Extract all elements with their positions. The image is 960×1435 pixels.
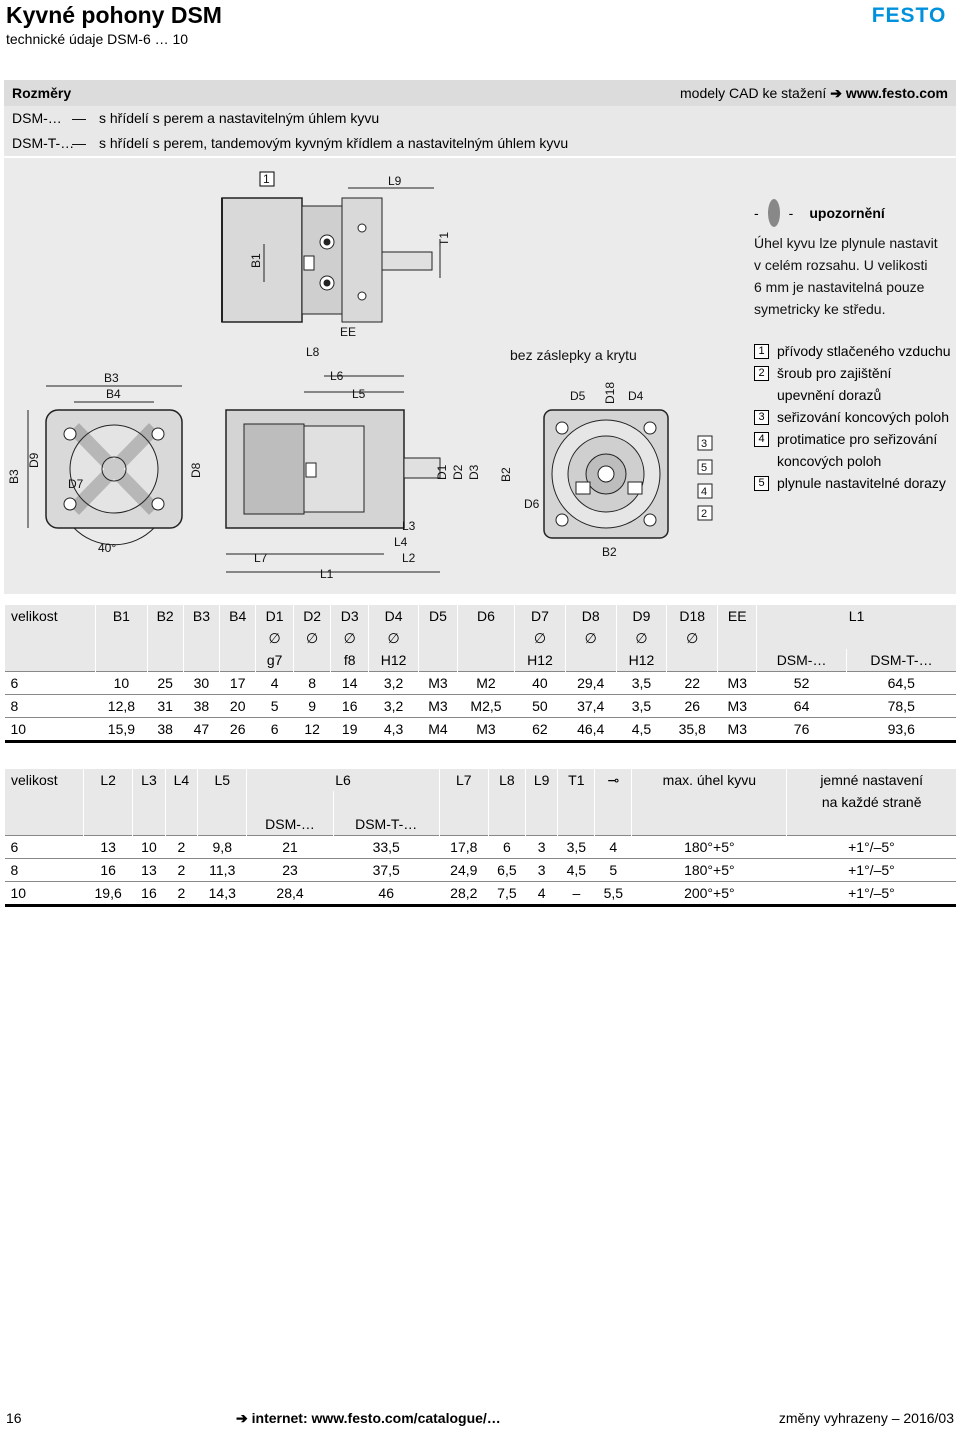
variant-text: s hřídelí s perem, tandemovým kyvným křídlem a nastavitelným úhlem kyvu: [99, 135, 569, 151]
table-cell: 4,5: [558, 859, 595, 882]
table-cell: 14: [331, 672, 369, 695]
legend-num: 1: [754, 344, 769, 359]
legend-text: upevnění dorazů: [777, 387, 882, 403]
label-angle: 40°: [98, 541, 117, 555]
note-header: [754, 198, 938, 228]
label-1: 1: [263, 172, 270, 186]
label-D3: D3: [467, 464, 481, 480]
cap-caption: bez záslepky a krytu: [510, 347, 637, 363]
table-cell: M3: [718, 695, 757, 718]
table-cell: 13: [84, 836, 133, 859]
table-header: jemné nastavení: [787, 769, 956, 791]
table-header: D8: [565, 605, 616, 627]
label-B2-side: B2: [499, 467, 513, 482]
table-tol: [147, 649, 183, 672]
table-symbol: [96, 627, 147, 649]
table-cell: 5,5: [595, 882, 632, 906]
table-cell: 14,3: [198, 882, 247, 906]
table-header: na každé straně: [787, 791, 956, 813]
table-cell: 20: [220, 695, 256, 718]
callout-2: 2: [701, 508, 708, 520]
page-number: 16: [6, 1410, 22, 1426]
dimensions-table-2: [4, 769, 956, 907]
label-D8: D8: [189, 462, 203, 478]
table-cell: 3,2: [368, 672, 418, 695]
table-header: EE: [718, 605, 757, 627]
note-text: [754, 232, 938, 320]
label-B3-top: B3: [104, 371, 119, 385]
table-header: L2: [84, 769, 133, 791]
label-D9: D9: [27, 452, 41, 468]
table-row: [5, 672, 957, 695]
table-header: D2: [293, 605, 331, 627]
table-cell: 2: [165, 859, 197, 882]
table-header: L3: [133, 769, 165, 791]
table-header: velikost: [5, 605, 96, 627]
dash-icon: -: [788, 205, 794, 221]
table-header-row-2: [5, 791, 957, 813]
table-cell: M3: [419, 672, 457, 695]
diameter-icon: ∅: [256, 627, 294, 649]
table-tol: [220, 649, 256, 672]
legend-text: plynule nastavitelné dorazy: [777, 475, 946, 491]
table-cell: 3: [525, 836, 557, 859]
table-symbol: [419, 627, 457, 649]
table-cell: 4: [525, 882, 557, 906]
table-cell: 10: [96, 672, 147, 695]
callout-5: 5: [701, 462, 708, 474]
table-cell: 78,5: [846, 695, 956, 718]
front-view-drawing: [28, 386, 182, 545]
table-cell: 17: [220, 672, 256, 695]
table-cell: 47: [183, 718, 219, 742]
label-T1: T1: [437, 231, 451, 246]
table-cell: 62: [515, 718, 565, 742]
note-box: [754, 198, 938, 320]
variant-code: DSM-…: [12, 110, 62, 126]
note-line: 6 mm je nastavitelná pouze: [754, 279, 925, 295]
table-header: D9: [616, 605, 666, 627]
table-cell: 76: [757, 718, 847, 742]
arrow-right-icon: ➔: [236, 1410, 248, 1426]
label-L8: L8: [306, 345, 320, 359]
cad-link[interactable]: www.festo.com: [845, 85, 948, 101]
table-tol: DSM-…: [757, 649, 847, 672]
table-cell: 46: [333, 882, 439, 906]
legend-num: 5: [754, 476, 769, 491]
table-tol: [565, 649, 616, 672]
table-cell: M3: [419, 695, 457, 718]
table-cell: M3: [718, 718, 757, 742]
diameter-icon: ∅: [565, 627, 616, 649]
table-cell: +1°/–5°: [787, 859, 956, 882]
table-cell: 19: [331, 718, 369, 742]
table-cell: 25: [147, 672, 183, 695]
label-L6: L6: [330, 369, 344, 383]
label-D4: D4: [628, 389, 644, 403]
dimensions-table-1: [4, 605, 956, 743]
table-tol: H12: [368, 649, 418, 672]
table-cell: +1°/–5°: [787, 836, 956, 859]
label-D5: D5: [570, 389, 586, 403]
table-header: L8: [488, 769, 525, 791]
table-header: max. úhel kyvu: [632, 769, 787, 791]
footer-internet: [236, 1410, 501, 1427]
info-icon: [767, 198, 781, 228]
open-view-drawing: [544, 410, 712, 538]
table-cell: 3,5: [616, 672, 666, 695]
wrench-icon: ⊸: [595, 769, 632, 791]
table-symbol: [147, 627, 183, 649]
note-line: v celém rozsahu. U velikosti: [754, 257, 928, 273]
table-symbol: [457, 627, 515, 649]
table-header: B4: [220, 605, 256, 627]
table-cell: 37,4: [565, 695, 616, 718]
legend-item: [754, 362, 954, 406]
table-cell: 38: [183, 695, 219, 718]
table-header: L5: [198, 769, 247, 791]
table-cell: –: [558, 882, 595, 906]
table-tol: [183, 649, 219, 672]
table-header: L7: [439, 769, 488, 791]
legend-num: 4: [754, 432, 769, 447]
label-B4: B4: [106, 387, 121, 401]
note-line: Úhel kyvu lze plynule nastavit: [754, 235, 938, 251]
table-symbol: [5, 627, 96, 649]
table-tol: [96, 649, 147, 672]
table-cell: 2: [165, 836, 197, 859]
table-cell: 4: [595, 836, 632, 859]
table-cell: 46,4: [565, 718, 616, 742]
table-cell: 30: [183, 672, 219, 695]
section-title: Rozměry: [12, 85, 72, 101]
table-cell: 4,5: [616, 718, 666, 742]
table-cell: 6: [488, 836, 525, 859]
table-tol: g7: [256, 649, 294, 672]
table-tol: f8: [331, 649, 369, 672]
table-cell: M4: [419, 718, 457, 742]
table-cell: 16: [84, 859, 133, 882]
table-cell: 180°+5°: [632, 859, 787, 882]
table-cell: 12: [293, 718, 331, 742]
variant-text: s hřídelí s perem a nastavitelným úhlem kyvu: [99, 110, 380, 126]
table-cell: 23: [247, 859, 333, 882]
label-EE: EE: [340, 325, 357, 339]
table-cell: 37,5: [333, 859, 439, 882]
table-cell: 6: [256, 718, 294, 742]
legend-item: [754, 340, 954, 362]
legend-num: 3: [754, 410, 769, 425]
table-cell: 4: [256, 672, 294, 695]
diameter-icon: ∅: [667, 627, 718, 649]
table-cell: 29,4: [565, 672, 616, 695]
legend-num: 2: [754, 366, 769, 381]
table-cell: 10: [133, 836, 165, 859]
table-cell: 200°+5°: [632, 882, 787, 906]
table-cell: 5: [256, 695, 294, 718]
table-cell: 17,8: [439, 836, 488, 859]
table-cell: 64,5: [846, 672, 956, 695]
technical-drawing-panel: [4, 158, 956, 594]
table-sub-header: DSM-…: [247, 813, 333, 836]
table-cell: 16: [133, 882, 165, 906]
table-header: B3: [183, 605, 219, 627]
table-symbol: [183, 627, 219, 649]
label-L2: L2: [402, 551, 416, 565]
legend-text: přívody stlačeného vzduchu: [777, 343, 951, 359]
table-cell: 21: [247, 836, 333, 859]
table-cell: M3: [457, 718, 515, 742]
table-symbol-row: [5, 627, 957, 649]
table-header: D4: [368, 605, 418, 627]
variant-line-1: [4, 106, 956, 130]
table-cell: +1°/–5°: [787, 882, 956, 906]
arrow-right-icon: ➔: [830, 85, 842, 101]
table-header: D7: [515, 605, 565, 627]
table-cell: 26: [667, 695, 718, 718]
table-cell: 10: [5, 882, 84, 906]
table-cell: 7,5: [488, 882, 525, 906]
table-header: B2: [147, 605, 183, 627]
table-cell: 28,2: [439, 882, 488, 906]
table-cell: 5: [595, 859, 632, 882]
table-row: [5, 859, 957, 882]
table-header: D3: [331, 605, 369, 627]
table-cell: 40: [515, 672, 565, 695]
table-cell: 6: [5, 836, 84, 859]
table-cell: 6,5: [488, 859, 525, 882]
table-cell: 4,3: [368, 718, 418, 742]
variant-line-2: [4, 130, 956, 156]
table-cell: 2: [165, 882, 197, 906]
footer-changes: změny vyhrazeny – 2016/03: [778, 1410, 954, 1426]
label-B1: B1: [249, 253, 263, 268]
table-symbol: [718, 627, 757, 649]
table-cell: 6: [5, 672, 96, 695]
cad-download: [680, 81, 948, 105]
table-cell: 50: [515, 695, 565, 718]
table-header: L9: [525, 769, 557, 791]
table-header: T1: [558, 769, 595, 791]
callout-4: 4: [701, 486, 708, 498]
table-symbol: [757, 627, 956, 649]
table-cell: 13: [133, 859, 165, 882]
table-cell: 9: [293, 695, 331, 718]
diameter-icon: ∅: [293, 627, 331, 649]
table-cell: 3,2: [368, 695, 418, 718]
table-cell: 8: [293, 672, 331, 695]
diameter-icon: ∅: [368, 627, 418, 649]
label-D2: D2: [451, 464, 465, 480]
legend-text: koncových poloh: [777, 453, 882, 469]
table-cell: 10: [5, 718, 96, 742]
table-header: D5: [419, 605, 457, 627]
table-header: L1: [757, 605, 956, 627]
page-title: Kyvné pohony DSM: [6, 2, 222, 28]
dash-icon: —: [72, 110, 86, 126]
legend-text: seřizování koncových poloh: [777, 409, 949, 425]
table-cell: M2,5: [457, 695, 515, 718]
table-cell: 12,8: [96, 695, 147, 718]
table-cell: 64: [757, 695, 847, 718]
label-L5: L5: [352, 387, 366, 401]
logo-text: FESTO: [871, 4, 947, 26]
table-sub-row: [5, 813, 957, 836]
table-cell: 3,5: [558, 836, 595, 859]
table-row: [5, 882, 957, 906]
table-header: L4: [165, 769, 197, 791]
table-cell: 16: [331, 695, 369, 718]
callout-3: 3: [701, 438, 708, 450]
table-cell: 11,3: [198, 859, 247, 882]
label-L7: L7: [254, 551, 268, 565]
table-cell: 22: [667, 672, 718, 695]
legend-item: [754, 472, 954, 494]
label-D18: D18: [603, 381, 617, 404]
dash-icon: —: [72, 135, 86, 151]
table-header-row: [5, 769, 957, 791]
note-title: upozornění: [809, 205, 885, 221]
cad-text: modely CAD ke stažení: [680, 85, 827, 101]
label-L1: L1: [320, 567, 334, 581]
table-cell: 19,6: [84, 882, 133, 906]
table-cell: 35,8: [667, 718, 718, 742]
table-tol: [667, 649, 718, 672]
table-row: [5, 695, 957, 718]
table-symbol: [220, 627, 256, 649]
diameter-icon: ∅: [616, 627, 666, 649]
table-header: velikost: [5, 769, 84, 791]
table-tol: H12: [515, 649, 565, 672]
table-tol: [419, 649, 457, 672]
table-header: D18: [667, 605, 718, 627]
table-cell: M2: [457, 672, 515, 695]
section-header: [4, 80, 956, 106]
dash-icon: -: [754, 205, 759, 221]
table-cell: 26: [220, 718, 256, 742]
table-cell: 9,8: [198, 836, 247, 859]
table-tol: H12: [616, 649, 666, 672]
table-sub-header: DSM-T-…: [333, 813, 439, 836]
legend-text: protimatice pro seřizování: [777, 431, 938, 447]
table-cell: 28,4: [247, 882, 333, 906]
footer-link[interactable]: internet: www.festo.com/catalogue/…: [251, 1410, 501, 1426]
label-L3: L3: [402, 519, 416, 533]
label-D7: D7: [68, 477, 84, 491]
table-header: D1: [256, 605, 294, 627]
legend-item: [754, 406, 954, 428]
diameter-icon: ∅: [331, 627, 369, 649]
label-L4: L4: [394, 535, 408, 549]
page-subtitle: technické údaje DSM-6 … 10: [6, 31, 189, 47]
table-cell: 8: [5, 859, 84, 882]
table-row: [5, 718, 957, 742]
side-section-drawing: [226, 376, 440, 572]
table-cell: M3: [718, 672, 757, 695]
table-header: B1: [96, 605, 147, 627]
table-cell: 15,9: [96, 718, 147, 742]
table-tol: [457, 649, 515, 672]
table-header-row: [5, 605, 957, 627]
table-header: D6: [457, 605, 515, 627]
legend: [754, 340, 954, 494]
label-B2-bottom: B2: [602, 545, 617, 559]
table-cell: 24,9: [439, 859, 488, 882]
label-L9: L9: [388, 174, 402, 188]
table-cell: 93,6: [846, 718, 956, 742]
table-tol: [718, 649, 757, 672]
table-cell: 180°+5°: [632, 836, 787, 859]
table-cell: 3: [525, 859, 557, 882]
festo-logo: [866, 4, 952, 26]
table-cell: 38: [147, 718, 183, 742]
diameter-icon: ∅: [515, 627, 565, 649]
table-cell: 31: [147, 695, 183, 718]
table-tol: [293, 649, 331, 672]
table-cell: 8: [5, 695, 96, 718]
label-D6: D6: [524, 497, 540, 511]
table-tol: DSM-T-…: [846, 649, 956, 672]
table-row: [5, 836, 957, 859]
table-cell: 33,5: [333, 836, 439, 859]
table-header: L6: [247, 769, 439, 791]
table-tolerance-row: [5, 649, 957, 672]
label-D1: D1: [435, 464, 449, 480]
note-line: symetricky ke středu.: [754, 301, 886, 317]
table-cell: 3,5: [616, 695, 666, 718]
legend-text: šroub pro zajištění: [777, 365, 892, 381]
variant-code: DSM-T-…: [12, 135, 75, 151]
legend-item: [754, 428, 954, 472]
label-B3-side: B3: [7, 469, 21, 484]
table-tol: [5, 649, 96, 672]
table-cell: 52: [757, 672, 847, 695]
